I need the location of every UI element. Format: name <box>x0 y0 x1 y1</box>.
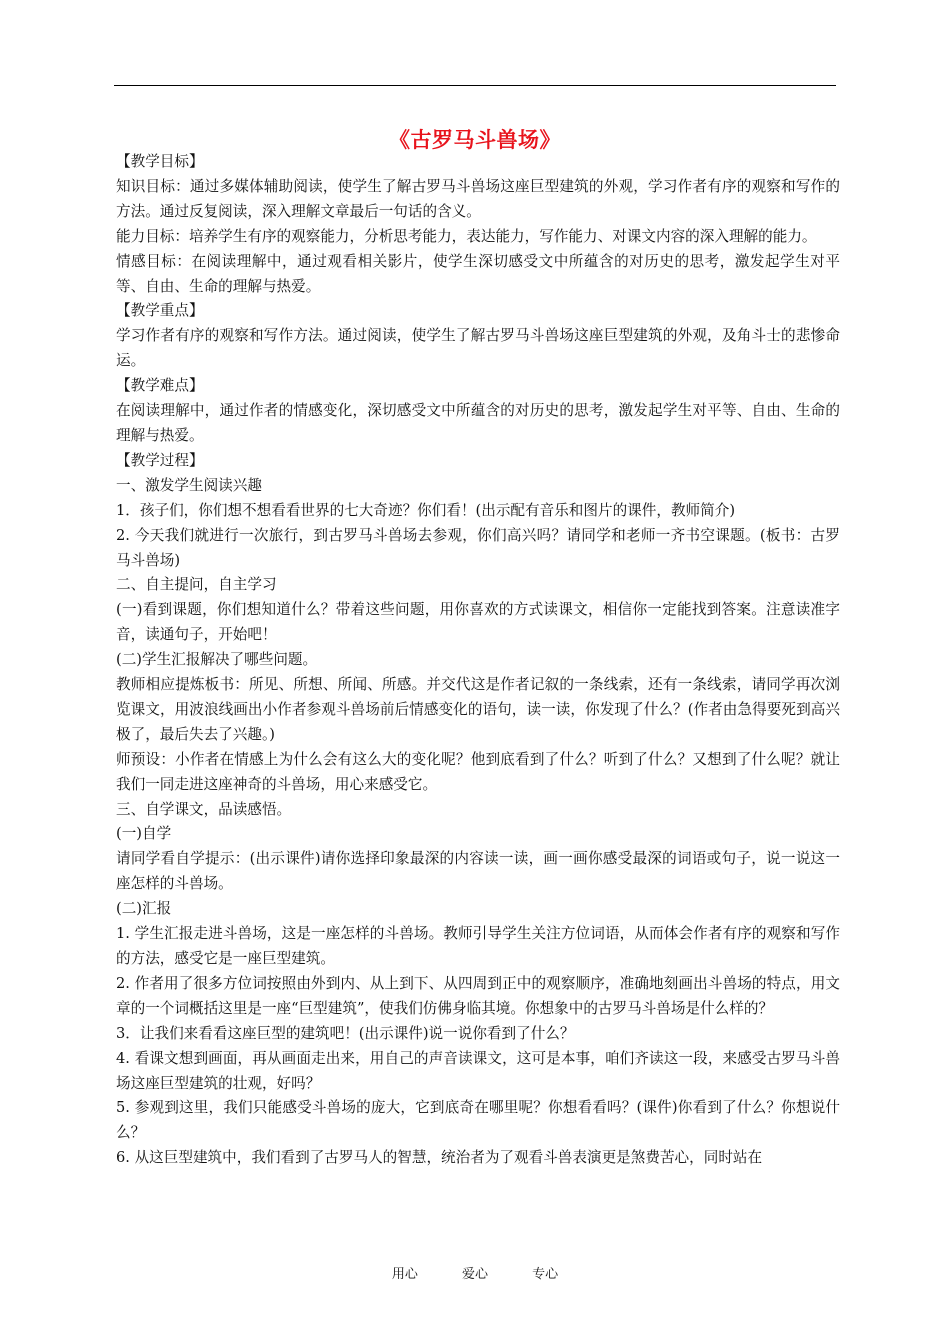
paragraph: 情感目标：在阅读理解中，通过观看相关影片，使学生深切感受文中所蕴含的对历史的思考，激发起学生对平等、自由、生命的理解与热爱。 <box>116 252 840 295</box>
paragraph: 1．孩子们，你们想不想看看世界的七大奇迹？你们看！(出示配有音乐和图片的课件，教师简介) <box>116 501 736 519</box>
paragraph: 请同学看自学提示：(出示课件)请你选择印象最深的内容读一读，画一画你感受最深的词语或句子，说一说这一座怎样的斗兽场。 <box>116 850 840 893</box>
paragraph: 一、激发学生阅读兴趣 <box>116 476 262 494</box>
paragraph: 5. 参观到这里，我们只能感受斗兽场的庞大，它到底奇在哪里呢？你想看看吗？(课件)你看到了什么？你想说什么？ <box>116 1099 840 1142</box>
paragraph: 知识目标：通过多媒体辅助阅读，使学生了解古罗马斗兽场这座巨型建筑的外观，学习作者有序的观察和写作的方法。通过反复阅读，深入理解文章最后一句话的含义。 <box>116 177 840 220</box>
paragraph: 学习作者有序的观察和写作方法。通过阅读，使学生了解古罗马斗兽场这座巨型建筑的外观，及角斗士的悲惨命运。 <box>116 327 840 370</box>
paragraph: 2. 作者用了很多方位词按照由外到内、从上到下、从四周到正中的观察顺序，准确地刻画出斗兽场的特点，用文章的一个词概括这里是一座“巨型建筑”，使我们仿佛身临其境。你想象中的古罗马斗兽场是什么样的？ <box>116 974 840 1017</box>
paragraph: 4. 看课文想到画面，再从画面走出来，用自己的声音读课文，这可是本事，咱们齐读这一段，来感受古罗马斗兽场这座巨型建筑的壮观，好吗？ <box>116 1049 840 1092</box>
document-body <box>116 150 840 1171</box>
paragraph: 教师相应提炼板书：所见、所想、所闻、所感。并交代这是作者记叙的一条线索，还有一条线索，请同学再次浏览课文，用波浪线画出小作者参观斗兽场前后情感变化的语句，读一读，你发现了什么？(作者由急得要死到高兴极了，最后失去了兴趣。) <box>116 676 840 743</box>
paragraph: (一)自学 <box>116 825 172 843</box>
section-heading: 【教学过程】 <box>116 451 204 469</box>
paragraph: (一)看到课题，你们想知道什么？带着这些问题，用你喜欢的方式读课文，相信你一定能找到答案。注意读准字音，读通句子，开始吧！ <box>116 601 840 644</box>
paragraph: 2. 今天我们就进行一次旅行，到古罗马斗兽场去参观，你们高兴吗？请同学和老师一齐书空课题。(板书：古罗马斗兽场) <box>116 526 840 569</box>
page-footer <box>0 1263 950 1282</box>
footer-item: 专心 <box>532 1267 559 1282</box>
section-heading: 【教学难点】 <box>116 377 204 395</box>
section-heading: 【教学重点】 <box>116 302 204 320</box>
section-heading: 【教学目标】 <box>116 153 204 170</box>
footer-item: 用心 <box>391 1267 418 1282</box>
paragraph: (二)汇报 <box>116 900 172 918</box>
header-rule <box>114 85 836 86</box>
paragraph: 二、自主提问，自主学习 <box>116 576 277 594</box>
paragraph: 1. 学生汇报走进斗兽场，这是一座怎样的斗兽场。教师引导学生关注方位词语，从而体会作者有序的观察和写作的方法，感受它是一座巨型建筑。 <box>116 925 840 967</box>
paragraph: 在阅读理解中，通过作者的情感变化，深切感受文中所蕴含的对历史的思考，激发起学生对平等、自由、生命的理解与热爱。 <box>116 402 840 444</box>
paragraph: (二)学生汇报解决了哪些问题。 <box>116 651 318 669</box>
paragraph: 师预设：小作者在情感上为什么会有这么大的变化呢？他到底看到了什么？听到了什么？又想到了什么呢？就让我们一同走进这座神奇的斗兽场，用心来感受它。 <box>116 750 840 793</box>
paragraph: 3．让我们来看看这座巨型的建筑吧！(出示课件)说一说你看到了什么？ <box>116 1024 575 1042</box>
paragraph: 三、自学课文，品读感悟。 <box>116 800 292 818</box>
paragraph: 能力目标：培养学生有序的观察能力，分析思考能力，表达能力，写作能力、对课文内容的深入理解的能力。 <box>116 227 817 245</box>
footer-item: 爱心 <box>461 1267 488 1282</box>
document-title: 《古罗马斗兽场》 <box>389 127 561 152</box>
paragraph: 6. 从这巨型建筑中，我们看到了古罗马人的智慧，统治者为了观看斗兽表演更是煞费苦心，同时站在 <box>116 1149 763 1167</box>
